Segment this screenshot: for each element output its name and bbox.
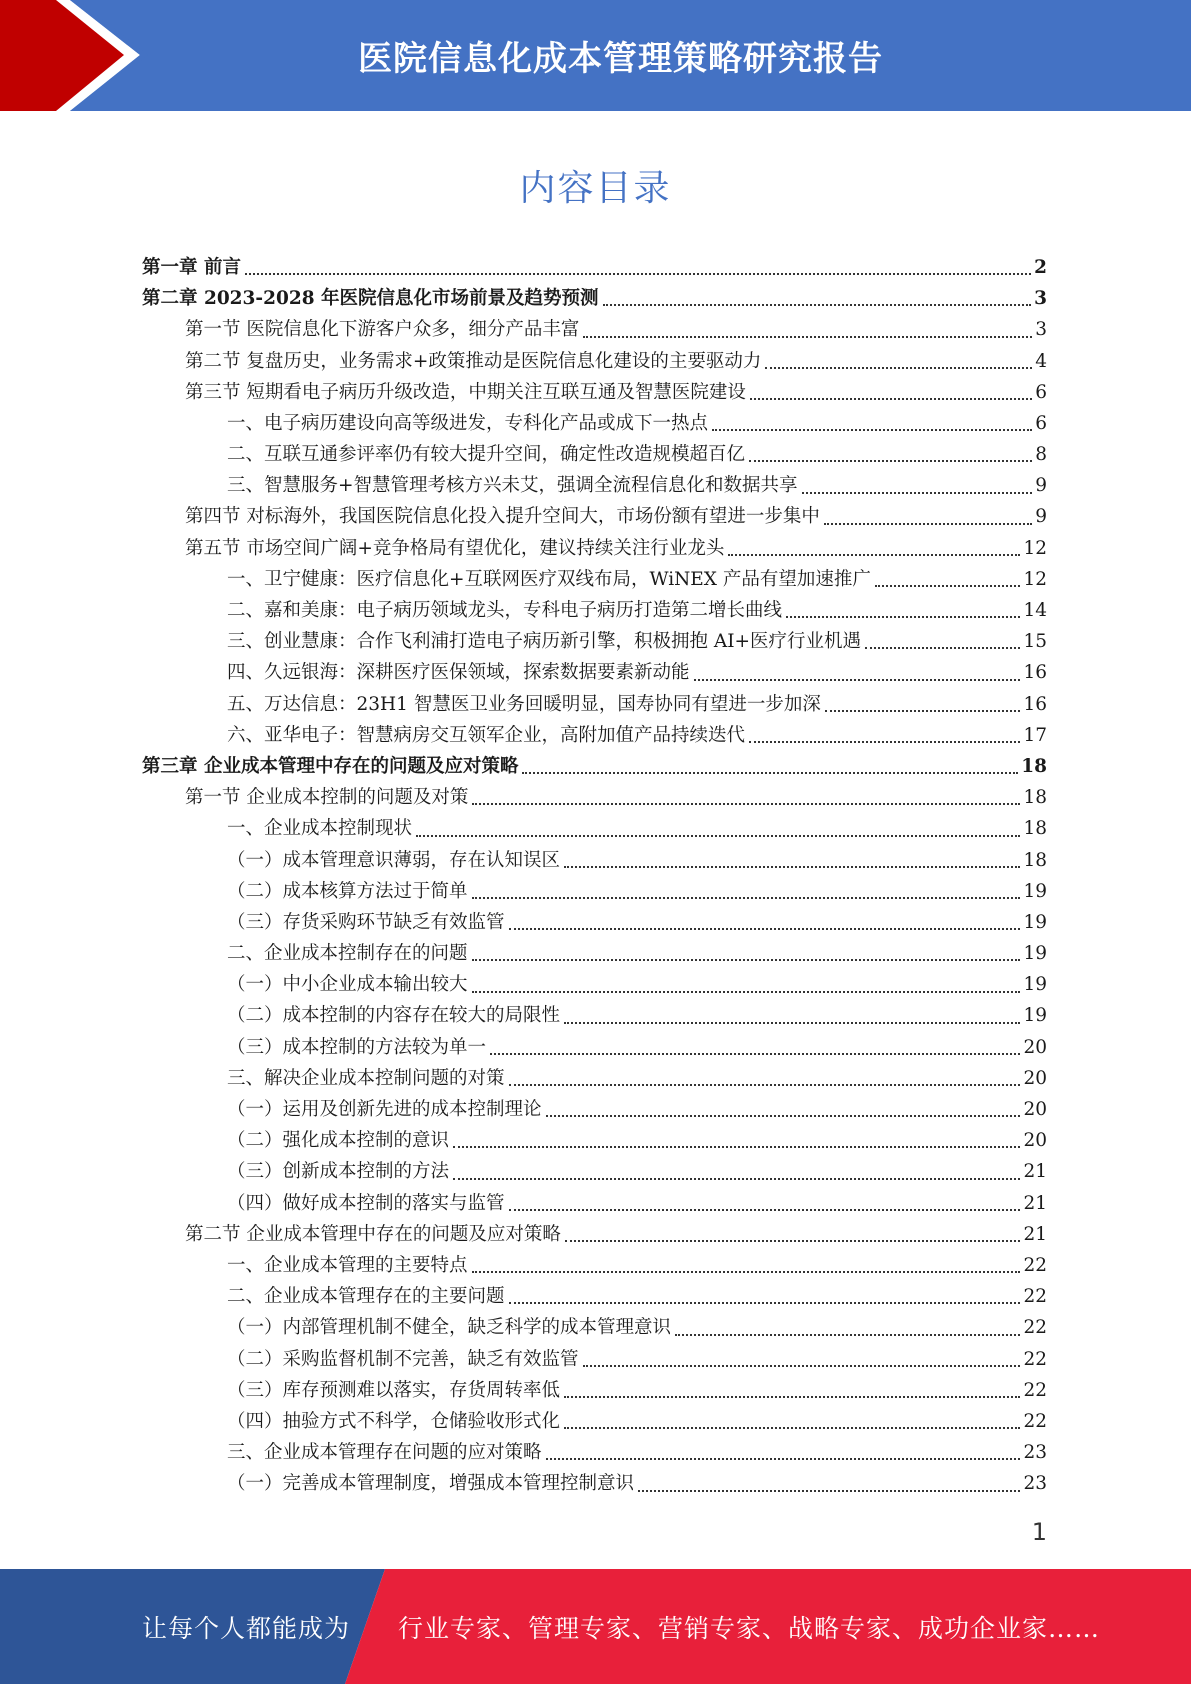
toc-dot-leader — [472, 897, 1021, 899]
toc-dot-leader — [565, 1240, 1021, 1242]
toc-dot-leader — [765, 367, 1032, 369]
toc-dot-leader — [509, 1302, 1021, 1304]
toc-entry-title: 二、嘉和美康：电子病历领域龙头，专科电子病历打造第二增长曲线 — [227, 600, 783, 622]
toc-entry[interactable] — [142, 845, 1047, 876]
toc-entry-page: 21 — [1023, 1192, 1047, 1214]
toc-entry-page: 4 — [1035, 350, 1047, 372]
toc-entry-page: 16 — [1023, 693, 1047, 715]
toc-entry-page: 19 — [1023, 974, 1047, 996]
footer-slogan-right: 行业专家、管理专家、营销专家、战略专家、成功企业家…… — [398, 1613, 1101, 1643]
toc-dot-leader — [522, 772, 1018, 774]
toc-dot-leader — [712, 429, 1032, 431]
toc-entry[interactable] — [142, 1001, 1047, 1032]
toc-dot-leader — [453, 1146, 1020, 1148]
toc-entry-title: 四、久远银海：深耕医疗医保领域，探索数据要素新动能 — [227, 662, 690, 684]
toc-entry[interactable] — [142, 1156, 1047, 1187]
toc-entry-title: （二）成本核算方法过于简单 — [227, 880, 468, 902]
toc-entry[interactable] — [142, 689, 1047, 720]
toc-entry-title: （二）采购监督机制不完善，缺乏有效监管 — [227, 1348, 579, 1370]
toc-entry[interactable] — [142, 1375, 1047, 1406]
toc-entry-title: 三、企业成本管理存在问题的应对策略 — [227, 1442, 542, 1464]
toc-entry-title: （三）成本控制的方法较为单一 — [227, 1036, 487, 1058]
toc-entry-title: 一、企业成本管理的主要特点 — [227, 1254, 468, 1276]
toc-entry-page: 8 — [1035, 444, 1047, 466]
toc-entry-page: 22 — [1023, 1317, 1047, 1339]
toc-entry-title: （三）库存预测难以落实，存货周转率低 — [227, 1379, 561, 1401]
toc-entry[interactable] — [142, 1219, 1047, 1250]
toc-entry-title: （四）做好成本控制的落实与监管 — [227, 1192, 505, 1214]
toc-entry[interactable] — [142, 595, 1047, 626]
toc-entry[interactable] — [142, 314, 1047, 345]
toc-entry-title: （一）成本管理意识薄弱，存在认知误区 — [227, 849, 561, 871]
toc-entry[interactable] — [142, 969, 1047, 1000]
toc-entry-title: 五、万达信息：23H1 智慧医卫业务回暖明显，国寿协同有望进一步加深 — [227, 693, 821, 715]
toc-entry-title: 第三章 企业成本管理中存在的问题及应对策略 — [142, 755, 519, 777]
toc-entry[interactable] — [142, 657, 1047, 688]
toc-dot-leader — [472, 1271, 1021, 1273]
toc-entry[interactable] — [142, 1063, 1047, 1094]
toc-entry-page: 3 — [1035, 319, 1047, 341]
toc-entry-title: 第一章 前言 — [142, 256, 241, 278]
toc-dot-leader — [472, 803, 1020, 805]
toc-entry[interactable] — [142, 408, 1047, 439]
toc-entry[interactable] — [142, 1437, 1047, 1468]
toc-entry-page: 21 — [1023, 1161, 1047, 1183]
report-header — [0, 0, 1191, 111]
toc-entry-title: （四）抽验方式不科学，仓储验收形式化 — [227, 1410, 561, 1432]
toc-entry-page: 3 — [1034, 288, 1047, 310]
toc-entry-page: 22 — [1023, 1286, 1047, 1308]
toc-entry-title: （一）中小企业成本输出较大 — [227, 974, 468, 996]
toc-entry[interactable] — [142, 439, 1047, 470]
toc-dot-leader — [603, 304, 1032, 306]
toc-entry[interactable] — [142, 938, 1047, 969]
toc-entry-page: 21 — [1023, 1223, 1047, 1245]
toc-entry-page: 22 — [1023, 1348, 1047, 1370]
toc-entry[interactable] — [142, 626, 1047, 657]
toc-entry-title: 第二章 2023-2028 年医院信息化市场前景及趋势预测 — [142, 288, 599, 310]
toc-entry-page: 2 — [1034, 256, 1047, 278]
toc-entry-title: 一、电子病历建设向高等级进发，专科化产品或成下一热点 — [227, 412, 709, 434]
toc-entry-title: （二）强化成本控制的意识 — [227, 1130, 450, 1152]
toc-entry-page: 19 — [1023, 880, 1047, 902]
toc-dot-leader — [564, 1396, 1020, 1398]
toc-dot-leader — [416, 835, 1020, 837]
toc-entry-title: （一）内部管理机制不健全，缺乏科学的成本管理意识 — [227, 1317, 672, 1339]
table-of-contents — [142, 252, 1047, 1500]
toc-entry-page: 19 — [1023, 1005, 1047, 1027]
toc-entry-title: 一、卫宁健康：医疗信息化+互联网医疗双线布局，WiNEX 产品有望加速推广 — [227, 568, 871, 590]
toc-entry-title: 第三节 短期看电子病历升级改造，中期关注互联互通及智慧医院建设 — [185, 381, 746, 403]
toc-dot-leader — [546, 1458, 1021, 1460]
toc-dot-leader — [583, 336, 1032, 338]
toc-entry-title: 二、互联互通参评率仍有较大提升空间，确定性改造规模超百亿 — [227, 444, 746, 466]
toc-entry[interactable] — [142, 720, 1047, 751]
toc-entry[interactable] — [142, 751, 1047, 782]
report-title: 医院信息化成本管理策略研究报告 — [358, 39, 883, 79]
toc-dot-leader — [638, 1490, 1020, 1492]
toc-entry[interactable] — [142, 283, 1047, 314]
toc-entry-title: 第一节 企业成本控制的问题及对策 — [185, 787, 469, 809]
toc-dot-leader — [509, 1209, 1021, 1211]
page-number: 1 — [1031, 1518, 1047, 1546]
toc-entry-page: 18 — [1023, 849, 1047, 871]
toc-dot-leader — [583, 1365, 1021, 1367]
toc-dot-leader — [749, 741, 1020, 743]
toc-entry[interactable] — [142, 813, 1047, 844]
toc-dot-leader — [245, 273, 1031, 275]
toc-entry-title: 一、企业成本控制现状 — [227, 818, 413, 840]
toc-dot-leader — [509, 928, 1021, 930]
toc-entry-page: 19 — [1023, 911, 1047, 933]
toc-entry-title: 三、智慧服务+智慧管理考核方兴未艾，强调全流程信息化和数据共享 — [227, 475, 798, 497]
toc-dot-leader — [490, 1053, 1020, 1055]
toc-entry-title: （一）运用及创新先进的成本控制理论 — [227, 1099, 542, 1121]
toc-entry[interactable] — [142, 782, 1047, 813]
toc-entry-title: 二、企业成本管理存在的主要问题 — [227, 1286, 505, 1308]
toc-entry-page: 22 — [1023, 1254, 1047, 1276]
toc-entry-title: 第二节 企业成本管理中存在的问题及应对策略 — [185, 1223, 561, 1245]
toc-entry[interactable] — [142, 502, 1047, 533]
toc-entry[interactable] — [142, 470, 1047, 501]
toc-dot-leader — [472, 959, 1021, 961]
toc-entry-page: 22 — [1023, 1379, 1047, 1401]
toc-entry[interactable] — [142, 533, 1047, 564]
toc-dot-leader — [824, 523, 1032, 525]
toc-entry-page: 12 — [1023, 537, 1047, 559]
toc-entry-title: 三、解决企业成本控制问题的对策 — [227, 1067, 505, 1089]
toc-entry-title: 第一节 医院信息化下游客户众多，细分产品丰富 — [185, 319, 580, 341]
report-footer — [0, 1569, 1191, 1684]
toc-entry[interactable] — [142, 1312, 1047, 1343]
toc-dot-leader — [509, 1084, 1021, 1086]
toc-entry-page: 6 — [1035, 412, 1047, 434]
toc-entry-title: （三）创新成本控制的方法 — [227, 1161, 450, 1183]
toc-entry-page: 18 — [1023, 818, 1047, 840]
toc-dot-leader — [802, 492, 1033, 494]
toc-entry[interactable] — [142, 907, 1047, 938]
toc-entry[interactable] — [142, 1406, 1047, 1437]
toc-entry-page: 14 — [1023, 600, 1047, 622]
toc-entry-page: 22 — [1023, 1410, 1047, 1432]
toc-entry[interactable] — [142, 252, 1047, 283]
toc-entry-title: 第四节 对标海外，我国医院信息化投入提升空间大，市场份额有望进一步集中 — [185, 506, 820, 528]
toc-entry-page: 20 — [1023, 1067, 1047, 1089]
toc-entry-page: 18 — [1021, 755, 1047, 777]
toc-entry-page: 16 — [1023, 662, 1047, 684]
toc-dot-leader — [749, 460, 1032, 462]
toc-entry[interactable] — [142, 1281, 1047, 1312]
toc-entry[interactable] — [142, 1032, 1047, 1063]
toc-entry-page: 6 — [1035, 381, 1047, 403]
toc-entry-page: 20 — [1023, 1130, 1047, 1152]
toc-entry-page: 19 — [1023, 943, 1047, 965]
toc-entry-title: 第五节 市场空间广阔+竞争格局有望优化，建议持续关注行业龙头 — [185, 537, 725, 559]
toc-dot-leader — [472, 991, 1021, 993]
toc-dot-leader — [564, 866, 1020, 868]
toc-entry-title: 三、创业慧康：合作飞利浦打造电子病历新引擎，积极拥抱 AI+医疗行业机遇 — [227, 631, 862, 653]
toc-entry[interactable] — [142, 1125, 1047, 1156]
toc-dot-leader — [564, 1427, 1020, 1429]
toc-entry[interactable] — [142, 346, 1047, 377]
toc-entry-page: 9 — [1035, 506, 1047, 528]
toc-dot-leader — [786, 616, 1020, 618]
toc-entry[interactable] — [142, 377, 1047, 408]
header-arrow-decoration — [0, 0, 160, 111]
toc-dot-leader — [865, 647, 1020, 649]
toc-dot-leader — [875, 585, 1021, 587]
toc-entry[interactable] — [142, 1188, 1047, 1219]
toc-entry-page: 23 — [1023, 1473, 1047, 1495]
toc-dot-leader — [750, 398, 1032, 400]
toc-entry-page: 9 — [1035, 475, 1047, 497]
toc-entry-title: （二）成本控制的内容存在较大的局限性 — [227, 1005, 561, 1027]
toc-dot-leader — [453, 1178, 1020, 1180]
toc-entry[interactable] — [142, 1250, 1047, 1281]
toc-entry[interactable] — [142, 1344, 1047, 1375]
toc-entry-title: 第二节 复盘历史，业务需求+政策推动是医院信息化建设的主要驱动力 — [185, 350, 762, 372]
toc-entry-title: 六、亚华电子：智慧病房交互领军企业，高附加值产品持续迭代 — [227, 724, 746, 746]
toc-entry-title: （三）存货采购环节缺乏有效监管 — [227, 911, 505, 933]
toc-entry-title: 二、企业成本控制存在的问题 — [227, 943, 468, 965]
toc-entry-page: 18 — [1023, 787, 1047, 809]
toc-dot-leader — [694, 679, 1021, 681]
toc-entry-page: 20 — [1023, 1036, 1047, 1058]
toc-entry-page: 17 — [1023, 724, 1047, 746]
toc-entry-title: （一）完善成本管理制度，增强成本管理控制意识 — [227, 1473, 635, 1495]
toc-entry-page: 12 — [1023, 568, 1047, 590]
toc-dot-leader — [564, 1022, 1020, 1024]
toc-dot-leader — [825, 710, 1021, 712]
toc-entry-page: 20 — [1023, 1099, 1047, 1121]
toc-dot-leader — [546, 1115, 1021, 1117]
toc-dot-leader — [675, 1334, 1020, 1336]
toc-entry[interactable] — [142, 1094, 1047, 1125]
footer-slogan-left: 让每个人都能成为 — [142, 1613, 351, 1643]
toc-entry-page: 23 — [1023, 1442, 1047, 1464]
toc-entry[interactable] — [142, 564, 1047, 595]
toc-entry[interactable] — [142, 1468, 1047, 1499]
toc-entry-page: 15 — [1023, 631, 1047, 653]
toc-dot-leader — [728, 554, 1020, 556]
toc-entry[interactable] — [142, 876, 1047, 907]
toc-heading: 内容目录 — [519, 168, 672, 209]
